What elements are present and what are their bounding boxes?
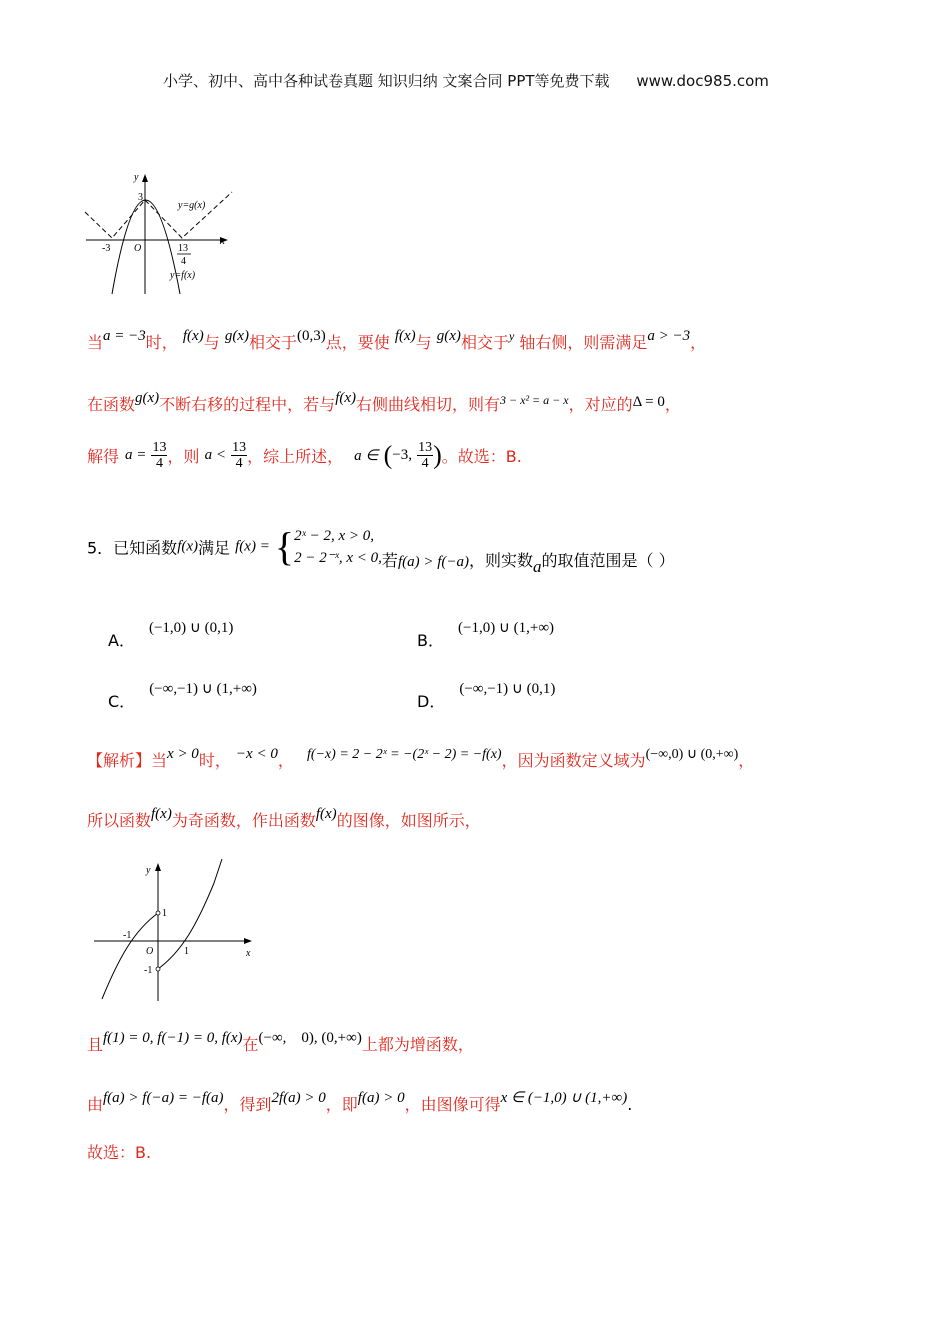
y-axis-arrow-icon bbox=[142, 174, 148, 182]
math: a = −3 bbox=[103, 328, 146, 344]
math: f(a) > f(−a) bbox=[397, 554, 469, 570]
math: 3 − x² = a − x bbox=[500, 393, 569, 407]
open-point-top bbox=[156, 911, 160, 915]
text: 在函数 bbox=[87, 395, 136, 414]
text: 点，要使 bbox=[325, 333, 390, 352]
fig2-one-y-label: 1 bbox=[162, 908, 167, 919]
text: 当 bbox=[87, 333, 104, 352]
right-branch bbox=[158, 859, 222, 969]
math: f(x) bbox=[151, 806, 172, 822]
math: Δ = 0 bbox=[632, 394, 665, 410]
option-a-value: (−1,0) ∪ (0,1) bbox=[148, 620, 234, 636]
open-point-bottom bbox=[156, 967, 160, 971]
text: ，因为函数定义域为 bbox=[501, 751, 646, 770]
figure-odd-function-graph bbox=[90, 855, 260, 1005]
case-1: 2ˣ − 2, x > 0, bbox=[294, 528, 374, 544]
text: ，对应的 bbox=[568, 395, 633, 414]
math: −x < 0 bbox=[235, 746, 278, 762]
para1-line2 bbox=[87, 392, 681, 415]
math: a > −3 bbox=[647, 328, 691, 344]
text: ，综上所述， bbox=[247, 447, 344, 466]
piecewise-brace-icon: { bbox=[274, 524, 295, 569]
text: 右侧曲线相切，则有 bbox=[356, 395, 501, 414]
left-paren: ( bbox=[383, 440, 393, 470]
math: x > 0 bbox=[167, 746, 199, 762]
math: f(x) bbox=[335, 390, 357, 406]
text: 轴右侧，则需满足 bbox=[519, 333, 648, 352]
solution-line1 bbox=[87, 748, 754, 771]
option-label: B． bbox=[417, 631, 444, 650]
denominator: 4 bbox=[155, 456, 163, 471]
piecewise-cases bbox=[294, 525, 382, 569]
text: 为奇函数，作出函数 bbox=[171, 811, 316, 830]
text: 由 bbox=[87, 1095, 104, 1114]
text: ，由图像可得 bbox=[404, 1095, 501, 1114]
math: f(a) > f(−a) = −f(a) bbox=[103, 1090, 224, 1106]
fig1-13-label: 13 bbox=[178, 243, 188, 254]
text: ， bbox=[664, 395, 681, 414]
text: 不断右移的过程中，若与 bbox=[159, 395, 336, 414]
header-text: 小学、初中、高中各种试卷真题 知识归纳 文案合同 PPT等免费下载 bbox=[163, 72, 610, 90]
math: 2f(a) > 0 bbox=[271, 1090, 326, 1106]
math: (−∞, 0), (0,+∞) bbox=[258, 1030, 362, 1046]
text: 与 bbox=[203, 333, 220, 352]
math: g(x) bbox=[436, 328, 461, 344]
text-after-cases bbox=[381, 551, 675, 576]
solution-line3 bbox=[87, 1032, 474, 1055]
question-5-stem bbox=[87, 524, 675, 576]
fig1-three-label: 3 bbox=[138, 192, 143, 203]
text: 解得 bbox=[87, 447, 120, 466]
fig2-neg1-x-label: -1 bbox=[123, 930, 132, 941]
page-header bbox=[163, 70, 769, 91]
solution-final-answer bbox=[87, 1140, 151, 1163]
math: f(x) bbox=[315, 806, 337, 822]
denominator: 4 bbox=[421, 456, 429, 471]
fig1-y-label: y bbox=[134, 172, 139, 183]
text: 若 bbox=[381, 551, 398, 570]
fig1-x-label: x bbox=[220, 235, 225, 247]
fig2-x-label: x bbox=[246, 948, 251, 959]
text: 时， bbox=[145, 333, 178, 352]
text: 相交于 bbox=[460, 333, 509, 352]
text: ，得到 bbox=[223, 1095, 272, 1114]
text: 上都为增函数， bbox=[361, 1035, 474, 1054]
solution-line4 bbox=[87, 1092, 632, 1115]
text: 满足 bbox=[198, 538, 231, 558]
math: f(x) bbox=[177, 538, 199, 555]
option-d-value: (−∞,−1) ∪ (0,1) bbox=[459, 681, 556, 697]
fig1-origin-label: O bbox=[134, 243, 142, 254]
fig1-neg3-label: -3 bbox=[102, 243, 111, 254]
fraction bbox=[417, 440, 433, 471]
fig1-4-label: 4 bbox=[181, 256, 186, 267]
solution-line2 bbox=[87, 808, 481, 831]
figure-f-g-graph bbox=[82, 168, 242, 298]
math: (0,3) bbox=[296, 328, 326, 344]
math: f(a) > 0 bbox=[357, 1090, 405, 1106]
fig2-neg1-y-label: -1 bbox=[144, 965, 153, 976]
text: ， bbox=[690, 333, 707, 352]
option-label: D． bbox=[417, 692, 446, 711]
header-url[interactable]: www.doc985.com bbox=[636, 72, 769, 90]
numerator: 13 bbox=[418, 440, 433, 455]
option-b-value: (−1,0) ∪ (1,+∞) bbox=[457, 620, 555, 636]
right-paren: ) bbox=[433, 440, 442, 470]
fig2-origin-label: O bbox=[146, 946, 154, 957]
text: 当 bbox=[151, 751, 168, 770]
fig1-g-label: y=g(x) bbox=[178, 200, 206, 211]
math: a = bbox=[125, 447, 147, 463]
fraction bbox=[151, 440, 167, 471]
text: 故选：B. bbox=[87, 1143, 152, 1162]
fraction bbox=[231, 440, 247, 471]
math: a ∈ bbox=[354, 448, 379, 464]
option-b[interactable] bbox=[417, 614, 555, 650]
text: 在 bbox=[242, 1035, 259, 1054]
text: ，则实数 bbox=[469, 551, 534, 570]
math: a bbox=[533, 557, 542, 576]
case-2: 2 − 2⁻ˣ, x < 0, bbox=[294, 550, 382, 566]
math: x ∈ (−1,0) ∪ (1,+∞) bbox=[500, 1090, 628, 1106]
math: −3, bbox=[392, 447, 412, 463]
para1-line3 bbox=[87, 440, 522, 471]
text: ，则 bbox=[167, 447, 200, 466]
text: 且 bbox=[87, 1035, 104, 1054]
math: f(x) bbox=[182, 328, 204, 344]
fig2-y-label: y bbox=[146, 865, 151, 876]
option-d[interactable] bbox=[417, 675, 556, 711]
text: 与 bbox=[415, 333, 432, 352]
fig2-one-x-label: 1 bbox=[184, 946, 189, 957]
option-label: A． bbox=[108, 631, 135, 650]
text: 的图像，如图所示， bbox=[336, 811, 481, 830]
math: a < bbox=[204, 447, 226, 463]
text: ，即 bbox=[325, 1095, 358, 1114]
math: y bbox=[508, 329, 515, 343]
text: 。故选：B. bbox=[441, 447, 522, 466]
option-c[interactable] bbox=[108, 675, 257, 711]
numerator: 13 bbox=[232, 440, 247, 455]
option-label: C． bbox=[108, 692, 136, 711]
text: 的取值范围是（ ） bbox=[541, 551, 675, 570]
question-number: 5．已知函数 bbox=[87, 538, 178, 558]
option-c-value: (−∞,−1) ∪ (1,+∞) bbox=[149, 681, 257, 697]
text: ， bbox=[277, 751, 294, 770]
math: f(1) = 0, f(−1) = 0, f(x) bbox=[103, 1030, 243, 1046]
text: ， bbox=[738, 751, 755, 770]
text: 所以函数 bbox=[87, 811, 152, 830]
denominator: 4 bbox=[235, 456, 243, 471]
text: 时， bbox=[198, 751, 231, 770]
fig1-f-label: y=f(x) bbox=[170, 270, 196, 281]
math: f(x) bbox=[394, 328, 416, 344]
option-a[interactable] bbox=[108, 614, 234, 650]
numerator: 13 bbox=[152, 440, 167, 455]
math: g(x) bbox=[135, 390, 160, 406]
para1-line1 bbox=[87, 330, 706, 353]
y-axis-arrow-icon bbox=[155, 863, 161, 871]
g-curve bbox=[85, 192, 232, 238]
text: . bbox=[627, 1095, 633, 1114]
analysis-tag: 【解析】 bbox=[87, 751, 152, 770]
math: g(x) bbox=[224, 328, 249, 344]
math: (−∞,0) ∪ (0,+∞) bbox=[645, 747, 739, 762]
math: f(−x) = 2 − 2ˣ = −(2ˣ − 2) = −f(x) bbox=[306, 747, 502, 762]
math: f(x) = bbox=[235, 538, 270, 555]
text: 相交于 bbox=[248, 333, 297, 352]
x-axis-arrow-icon bbox=[244, 938, 252, 944]
